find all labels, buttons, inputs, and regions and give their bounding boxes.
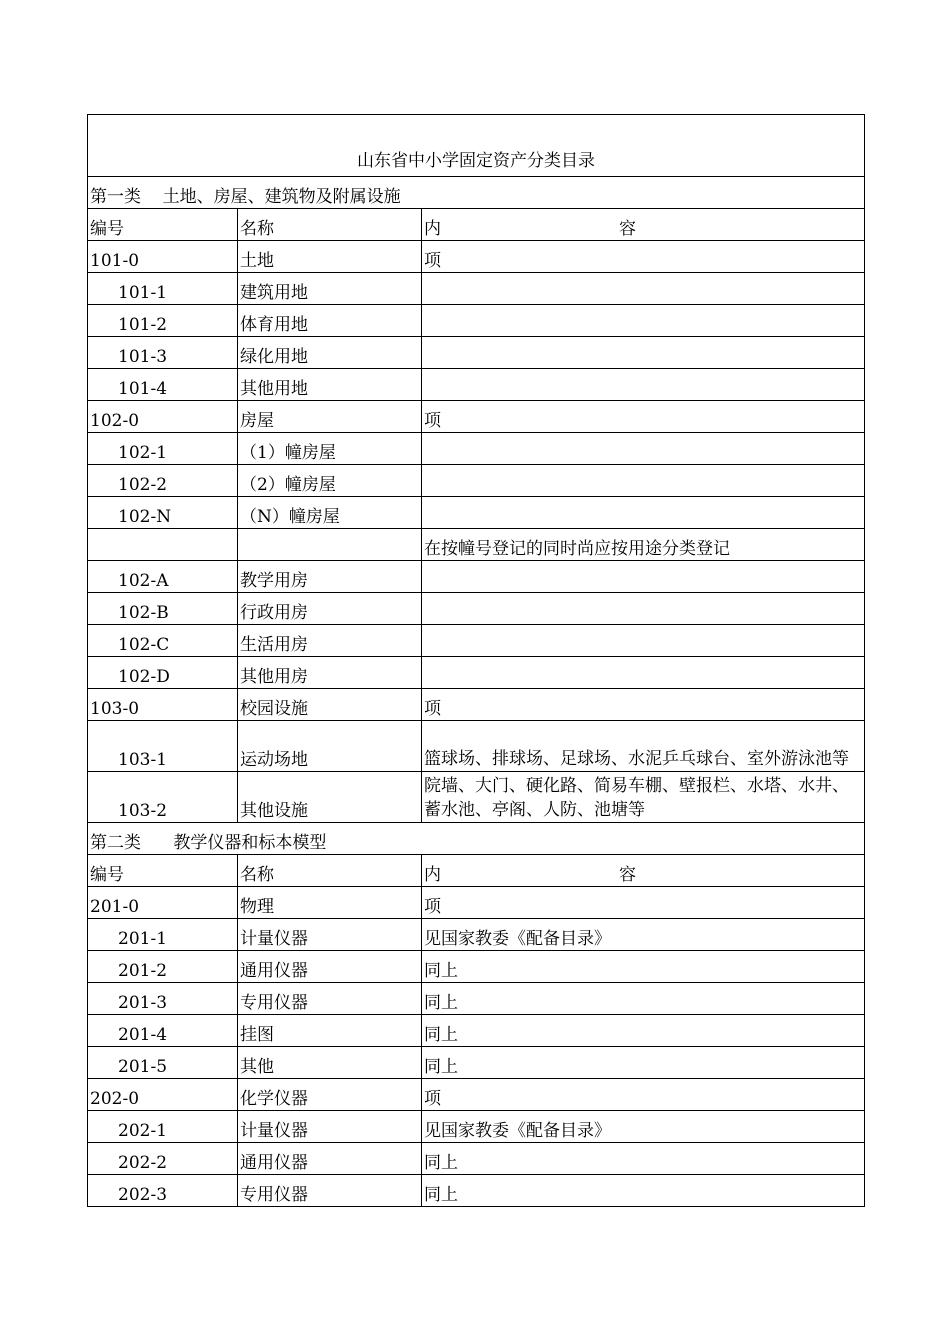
code-cell: 102-2: [88, 465, 238, 497]
column-header-row: [88, 209, 865, 241]
col-header-content-char-1: 内: [424, 219, 441, 239]
code-cell: 102-A: [88, 561, 238, 593]
name-cell: 物理: [238, 887, 422, 919]
table-row: [88, 465, 865, 497]
content-cell: [422, 625, 865, 657]
table-row: [88, 337, 865, 369]
content-cell: [422, 657, 865, 689]
page-title: 山东省中小学固定资产分类目录: [88, 115, 865, 177]
content-cell: [422, 273, 865, 305]
col-header-code: 编号: [88, 209, 238, 241]
table-row: [88, 529, 865, 561]
table-row: [88, 1175, 865, 1207]
content-cell: 见国家教委《配备目录》: [422, 919, 865, 951]
content-cell: 同上: [422, 983, 865, 1015]
name-cell: 行政用房: [238, 593, 422, 625]
table-row: [88, 1015, 865, 1047]
category-heading-row: [88, 177, 865, 209]
code-cell: 101-4: [88, 369, 238, 401]
table-row: [88, 1079, 865, 1111]
code-cell: 103-0: [88, 689, 238, 721]
content-cell: [422, 593, 865, 625]
name-cell: （N）幢房屋: [238, 497, 422, 529]
table-row: [88, 625, 865, 657]
content-cell: 在按幢号登记的同时尚应按用途分类登记: [422, 529, 865, 561]
code-cell: 201-4: [88, 1015, 238, 1047]
code-cell: 202-3: [88, 1175, 238, 1207]
col-header-content: [422, 209, 865, 241]
code-cell: 201-2: [88, 951, 238, 983]
table-body: [88, 115, 865, 1207]
code-cell: 102-1: [88, 433, 238, 465]
table-row: [88, 1111, 865, 1143]
table-row: [88, 689, 865, 721]
code-cell: 201-0: [88, 887, 238, 919]
table-row: [88, 951, 865, 983]
content-cell: 同上: [422, 1143, 865, 1175]
name-cell: 校园设施: [238, 689, 422, 721]
code-cell: 103-2: [88, 772, 238, 823]
name-cell: 其他设施: [238, 772, 422, 823]
table-row: [88, 1047, 865, 1079]
col-header-code: 编号: [88, 855, 238, 887]
table-row: [88, 657, 865, 689]
name-cell: 运动场地: [238, 721, 422, 772]
category-heading: 第一类 土地、房屋、建筑物及附属设施: [88, 177, 865, 209]
content-cell: [422, 433, 865, 465]
code-cell: 201-1: [88, 919, 238, 951]
col-header-content: [422, 855, 865, 887]
name-cell: 通用仪器: [238, 1143, 422, 1175]
table-row: [88, 721, 865, 772]
content-cell: 项: [422, 241, 865, 273]
content-cell: [422, 337, 865, 369]
table-row: [88, 369, 865, 401]
content-cell: [422, 305, 865, 337]
name-cell: 绿化用地: [238, 337, 422, 369]
name-cell: 通用仪器: [238, 951, 422, 983]
code-cell: 201-5: [88, 1047, 238, 1079]
col-header-name: 名称: [238, 855, 422, 887]
name-cell: 房屋: [238, 401, 422, 433]
name-cell: 土地: [238, 241, 422, 273]
content-cell: 项: [422, 689, 865, 721]
code-cell: 101-3: [88, 337, 238, 369]
code-cell: 201-3: [88, 983, 238, 1015]
table-row: [88, 401, 865, 433]
content-cell: 项: [422, 887, 865, 919]
content-cell: 同上: [422, 951, 865, 983]
name-cell: （2）幢房屋: [238, 465, 422, 497]
column-header-row: [88, 855, 865, 887]
table-row: [88, 593, 865, 625]
table-row: [88, 305, 865, 337]
asset-catalog-table: [87, 114, 865, 1207]
table-row: [88, 497, 865, 529]
content-cell: 项: [422, 1079, 865, 1111]
col-header-content-char-2: 容: [619, 865, 636, 885]
content-cell: 同上: [422, 1015, 865, 1047]
name-cell: [238, 529, 422, 561]
col-header-content-char-1: 内: [424, 865, 441, 885]
content-cell: [422, 561, 865, 593]
table-row: [88, 983, 865, 1015]
code-cell: 101-1: [88, 273, 238, 305]
content-cell: 院墙、大门、硬化路、简易车棚、壁报栏、水塔、水井、蓄水池、亭阁、人防、池塘等: [422, 772, 865, 823]
table-row: [88, 241, 865, 273]
category-heading-row: [88, 823, 865, 855]
table-row: [88, 561, 865, 593]
content-cell: 同上: [422, 1175, 865, 1207]
name-cell: 计量仪器: [238, 1111, 422, 1143]
content-cell: 同上: [422, 1047, 865, 1079]
content-cell: 篮球场、排球场、足球场、水泥乒乓球台、室外游泳池等: [422, 721, 865, 772]
content-cell: 见国家教委《配备目录》: [422, 1111, 865, 1143]
table-row: [88, 919, 865, 951]
table-row: [88, 1143, 865, 1175]
table-row: [88, 273, 865, 305]
code-cell: 102-D: [88, 657, 238, 689]
name-cell: 其他用房: [238, 657, 422, 689]
col-header-content-char-2: 容: [619, 219, 636, 239]
name-cell: 专用仪器: [238, 983, 422, 1015]
content-cell: [422, 369, 865, 401]
name-cell: 体育用地: [238, 305, 422, 337]
name-cell: 其他: [238, 1047, 422, 1079]
name-cell: 生活用房: [238, 625, 422, 657]
code-cell: 101-0: [88, 241, 238, 273]
table-row: [88, 772, 865, 823]
code-cell: 102-C: [88, 625, 238, 657]
name-cell: 其他用地: [238, 369, 422, 401]
code-cell: 202-1: [88, 1111, 238, 1143]
name-cell: 建筑用地: [238, 273, 422, 305]
category-heading: 第二类 教学仪器和标本模型: [88, 823, 865, 855]
content-cell: [422, 497, 865, 529]
name-cell: 教学用房: [238, 561, 422, 593]
name-cell: （1）幢房屋: [238, 433, 422, 465]
code-cell: 103-1: [88, 721, 238, 772]
name-cell: 挂图: [238, 1015, 422, 1047]
name-cell: 专用仪器: [238, 1175, 422, 1207]
name-cell: 化学仪器: [238, 1079, 422, 1111]
table-row: [88, 433, 865, 465]
col-header-name: 名称: [238, 209, 422, 241]
code-cell: 101-2: [88, 305, 238, 337]
content-cell: [422, 465, 865, 497]
code-cell: 202-2: [88, 1143, 238, 1175]
code-cell: 102-B: [88, 593, 238, 625]
code-cell: 102-N: [88, 497, 238, 529]
code-cell: 202-0: [88, 1079, 238, 1111]
title-row: [88, 115, 865, 177]
code-cell: [88, 529, 238, 561]
code-cell: 102-0: [88, 401, 238, 433]
table-row: [88, 887, 865, 919]
content-cell: 项: [422, 401, 865, 433]
name-cell: 计量仪器: [238, 919, 422, 951]
